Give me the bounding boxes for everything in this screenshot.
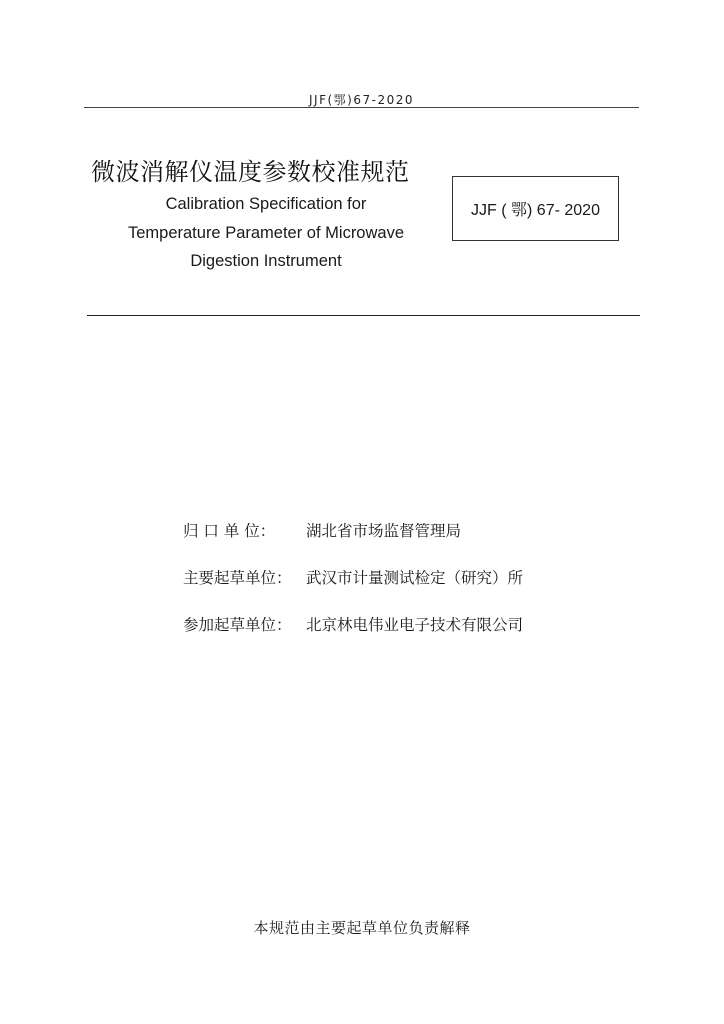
header-divider xyxy=(84,107,639,108)
standard-code-box xyxy=(452,176,619,241)
unit-value: 湖北省市场监督管理局 xyxy=(306,522,462,540)
unit-row-responsible xyxy=(183,518,523,544)
drafting-units-list xyxy=(183,518,523,659)
unit-label: 主要起草单位： xyxy=(183,569,292,587)
standard-code-text: JJF ( 鄂) 67- 2020 xyxy=(471,202,600,219)
document-title-english xyxy=(100,190,432,276)
title-divider xyxy=(87,315,640,316)
unit-row-participating-drafter xyxy=(183,612,523,638)
english-title-line: Digestion Instrument xyxy=(190,252,342,270)
unit-value: 北京林电伟业电子技术有限公司 xyxy=(306,616,524,634)
document-title-chinese: 微波消解仪温度参数校准规范 xyxy=(91,158,410,186)
unit-row-main-drafter xyxy=(183,565,523,591)
header-standard-code: JJF(鄂)67-2020 xyxy=(309,93,414,107)
unit-label: 归 口 单 位： xyxy=(183,522,276,540)
english-title-line: Temperature Parameter of Microwave xyxy=(127,223,405,242)
unit-value: 武汉市计量测试检定（研究）所 xyxy=(306,569,524,587)
unit-label: 参加起草单位： xyxy=(183,616,292,634)
interpretation-note: 本规范由主要起草单位负责解释 xyxy=(253,919,471,937)
english-title-line: Calibration Specification for xyxy=(165,195,367,213)
